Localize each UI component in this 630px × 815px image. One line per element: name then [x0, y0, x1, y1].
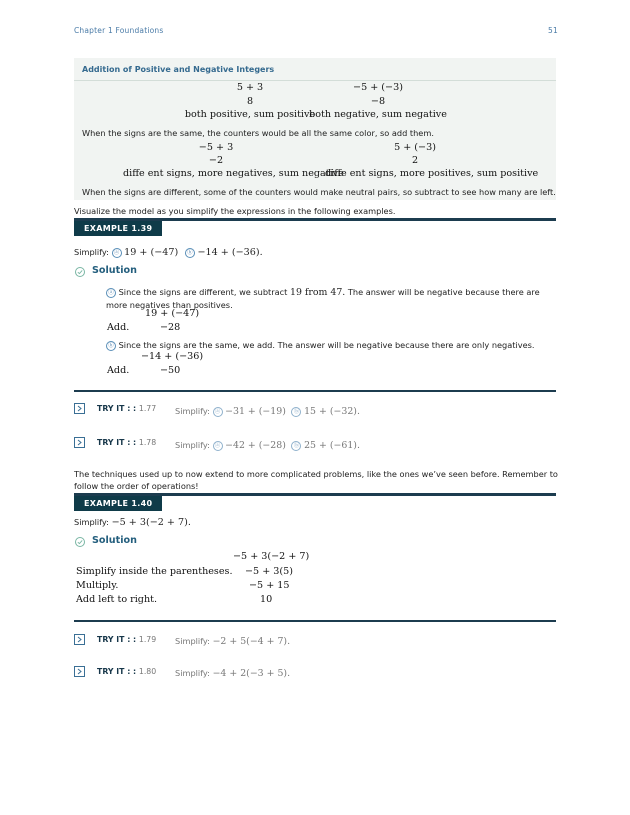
callout-result: 8 [246, 96, 254, 107]
step-value: 10 [260, 594, 273, 605]
try-it-toggle[interactable] [74, 634, 85, 645]
try-it-part-b: 25 + (−61). [304, 440, 360, 451]
try-it-expr: −2 + 5(−4 + 7). [212, 636, 291, 647]
simplify-label: Simplify: [74, 247, 109, 257]
step-label: Simplify inside the parentheses. [76, 566, 233, 577]
callout-desc: diffe ent signs, more negatives, sum negative [123, 168, 344, 179]
try-it-heading [97, 635, 156, 644]
part-b-step-value: −50 [160, 365, 181, 376]
chevron-right-icon [76, 668, 83, 675]
try-it-part-b: 15 + (−32). [304, 406, 360, 417]
example-label: EXAMPLE 1.39 [74, 221, 162, 236]
callout-expr: 5 + (−3) [394, 142, 436, 153]
part-b-expression: −14 + (−36) [141, 351, 204, 362]
callout-title: Addition of Positive and Negative Integers [82, 65, 275, 74]
try-it-toggle[interactable] [74, 437, 85, 448]
chevron-right-icon [76, 439, 83, 446]
try-it-label: TRY IT : : [97, 667, 137, 676]
simplify-label: Simplify: [74, 517, 109, 527]
simplify-label: Simplify: [175, 406, 210, 416]
example-bottom-rule [74, 390, 556, 392]
part-b-step-label: Add. [107, 365, 130, 376]
try-it-heading [97, 404, 156, 413]
try-it-label: TRY IT : : [97, 438, 137, 447]
part-a-step-label: Add. [107, 322, 130, 333]
techniques-text: The techniques used up to now extend to more complicated problems, like the ones we’ve seen before. Remember to follow the order of operations! [74, 469, 558, 491]
try-it-question [175, 440, 360, 451]
simplify-label: Simplify: [175, 636, 210, 646]
callout-expr: 5 + 3 [236, 82, 264, 93]
part-a-expr: 19 + (−47) [124, 247, 179, 258]
try-it-label: TRY IT : : [97, 635, 137, 644]
example-problem [74, 247, 263, 258]
try-it-expr: −4 + 2(−3 + 5). [212, 668, 291, 679]
part-a-text-1: Since the signs are different, we subtract [118, 287, 288, 297]
try-it-heading [97, 667, 156, 676]
callout-note: When the signs are different, some of the counters would make neutral pairs, so subtract to see how many are left. [82, 187, 556, 197]
part-b-marker: ⓑ [291, 441, 301, 451]
chapter-title: Chapter 1 Foundations [74, 26, 164, 35]
part-a-marker: ⓐ [106, 288, 116, 298]
chevron-right-icon [76, 636, 83, 643]
chevron-right-icon [76, 405, 83, 412]
part-a-marker: ⓐ [213, 441, 223, 451]
check-circle-icon [75, 537, 85, 547]
try-it-number: 1.80 [138, 667, 157, 676]
callout-note: When the signs are the same, the counters would be all the same color, so add them. [82, 128, 434, 138]
try-it-part-a: −42 + (−28) [225, 440, 286, 451]
example-bottom-rule [74, 620, 556, 622]
callout-expr: −5 + 3 [198, 142, 234, 153]
example-problem [74, 517, 191, 528]
solution-part-b-text [106, 340, 535, 351]
part-b-text: Since the signs are the same, we add. The answer will be negative because there are only negatives. [118, 340, 535, 350]
solution-title: Solution [92, 265, 137, 276]
intro-text: Visualize the model as you simplify the expressions in the following examples. [74, 206, 396, 216]
part-b-marker: ⓑ [106, 341, 116, 351]
try-it-number: 1.79 [138, 635, 157, 644]
try-it-heading [97, 438, 156, 447]
callout-desc: both positive, sum positive [184, 109, 316, 120]
example-expr: −5 + 3(−2 + 7). [111, 517, 191, 528]
part-a-marker: ⓐ [213, 407, 223, 417]
try-it-number: 1.77 [138, 404, 157, 413]
page-number: 51 [548, 26, 558, 35]
try-it-toggle[interactable] [74, 403, 85, 414]
part-a-step-value: −28 [160, 322, 181, 333]
callout-desc: both negative, sum negative [309, 109, 447, 120]
try-it-number: 1.78 [138, 438, 157, 447]
callout-expr: −5 + (−3) [353, 82, 403, 93]
part-b-marker: ⓑ [185, 248, 195, 258]
step-value: −5 + 3(5) [245, 566, 293, 577]
callout-result: 2 [411, 155, 419, 166]
step-label: Add left to right. [76, 594, 158, 605]
part-b-marker: ⓑ [291, 407, 301, 417]
callout-divider [74, 80, 556, 81]
try-it-question [175, 636, 290, 647]
check-circle-icon [75, 267, 85, 277]
part-a-expression: 19 + (−47) [145, 308, 200, 319]
step-label: Multiply. [76, 580, 119, 591]
callout-desc: diffe ent signs, more positives, sum positive [325, 168, 539, 179]
callout-result: −2 [208, 155, 224, 166]
step-value: −5 + 15 [249, 580, 290, 591]
simplify-label: Simplify: [175, 440, 210, 450]
start-expression: −5 + 3(−2 + 7) [233, 551, 310, 562]
simplify-label: Simplify: [175, 668, 210, 678]
part-a-math: 19 from 47. [289, 287, 346, 298]
try-it-label: TRY IT : : [97, 404, 137, 413]
callout-result: −8 [370, 96, 386, 107]
try-it-toggle[interactable] [74, 666, 85, 677]
part-a-text-2: The answer will be negative because there are more negatives than positives. [106, 287, 540, 310]
try-it-question [175, 668, 290, 679]
example-label: EXAMPLE 1.40 [74, 496, 162, 511]
solution-title: Solution [92, 535, 137, 546]
part-a-marker: ⓐ [112, 248, 122, 258]
try-it-question [175, 406, 360, 417]
part-b-expr: −14 + (−36). [197, 247, 263, 258]
try-it-part-a: −31 + (−19) [225, 406, 286, 417]
